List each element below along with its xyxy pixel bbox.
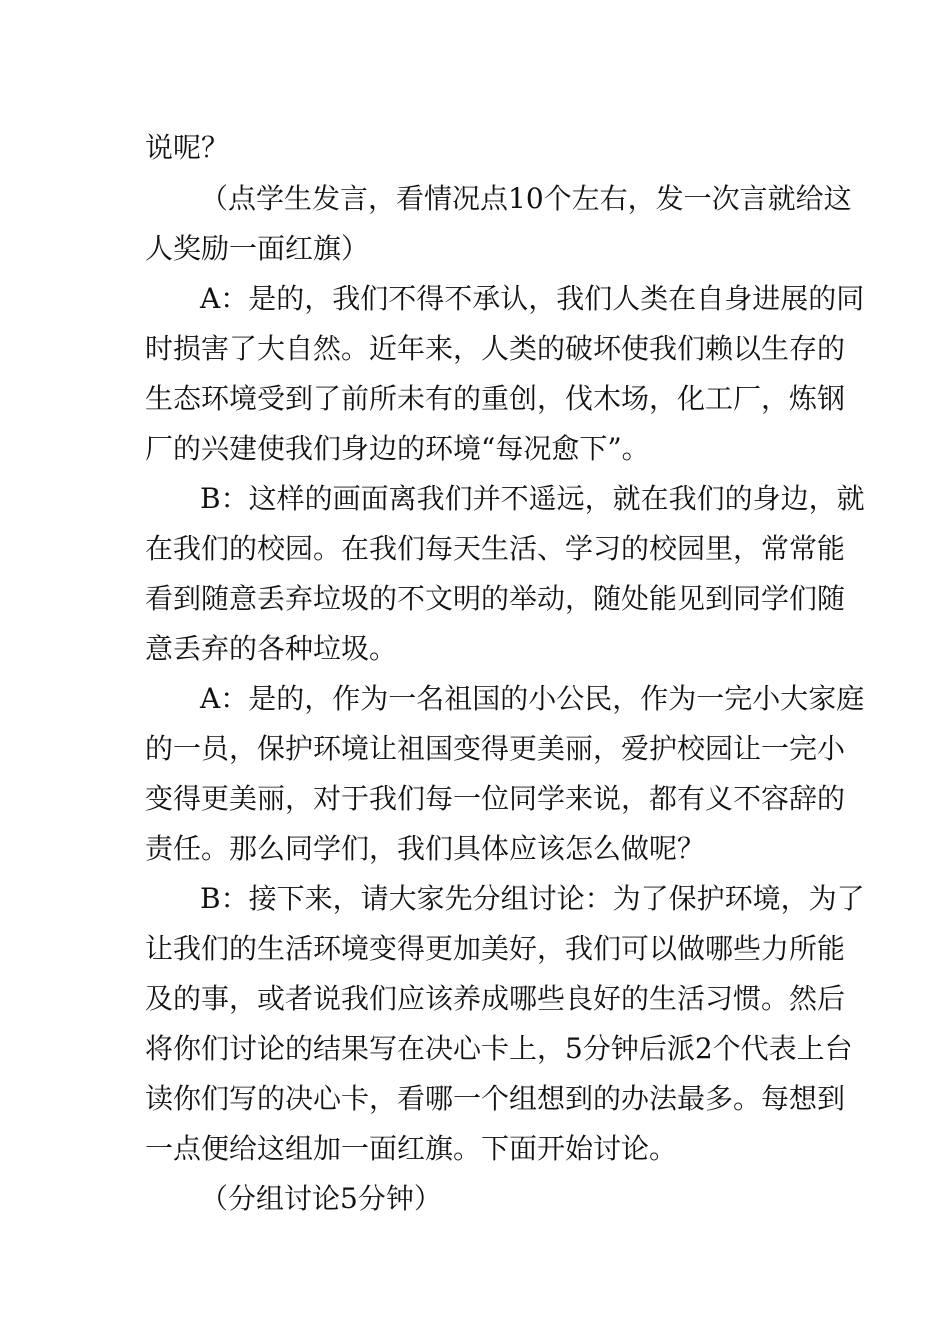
text-line: 责任。那么同学们，我们具体应该怎么做呢？ bbox=[145, 832, 706, 865]
text-line: 一点便给这组加一面红旗。下面开始讨论。 bbox=[145, 1132, 678, 1165]
text-line: （分组讨论5分钟） bbox=[200, 1182, 442, 1215]
text-line: （点学生发言，看情况点10个左右，发一次言就给这 bbox=[200, 182, 852, 215]
text-line: 读你们写的决心卡，看哪一个组想到的办法最多。每想到 bbox=[145, 1082, 846, 1115]
text-line: 让我们的生活环境变得更加美好，我们可以做哪些力所能 bbox=[145, 932, 846, 965]
text-line: 人奖励一面红旗） bbox=[145, 232, 370, 265]
text-line: 及的事，或者说我们应该养成哪些良好的生活习惯。然后 bbox=[145, 982, 846, 1015]
text-line: 意丢弃的各种垃圾。 bbox=[145, 632, 398, 665]
text-line: 将你们讨论的结果写在决心卡上，5分钟后派2个代表上台 bbox=[145, 1032, 853, 1065]
text-line: 说呢？ bbox=[145, 131, 230, 164]
text-line: 的一员，保护环境让祖国变得更美丽，爱护校园让一完小 bbox=[145, 732, 846, 765]
text-line: B：这样的画面离我们并不遥远，就在我们的身边，就 bbox=[200, 482, 865, 515]
text-line: 变得更美丽，对于我们每一位同学来说，都有义不容辞的 bbox=[145, 782, 846, 815]
text-line: 在我们的校园。在我们每天生活、学习的校园里，常常能 bbox=[145, 532, 846, 565]
text-line: 生态环境受到了前所未有的重创，伐木场，化工厂，炼钢 bbox=[145, 382, 846, 415]
text-line: B：接下来，请大家先分组讨论：为了保护环境，为了 bbox=[200, 882, 865, 915]
text-line: A：是的，作为一名祖国的小公民，作为一完小大家庭 bbox=[200, 682, 865, 715]
text-line: 时损害了大自然。近年来，人类的破坏使我们赖以生存的 bbox=[145, 332, 846, 365]
text-line: A：是的，我们不得不承认，我们人类在自身进展的同 bbox=[200, 282, 865, 315]
text-line: 厂的兴建使我们身边的环境“每况愈下”。 bbox=[145, 432, 650, 465]
text-line: 看到随意丢弃垃圾的不文明的举动，随处能见到同学们随 bbox=[145, 582, 846, 615]
